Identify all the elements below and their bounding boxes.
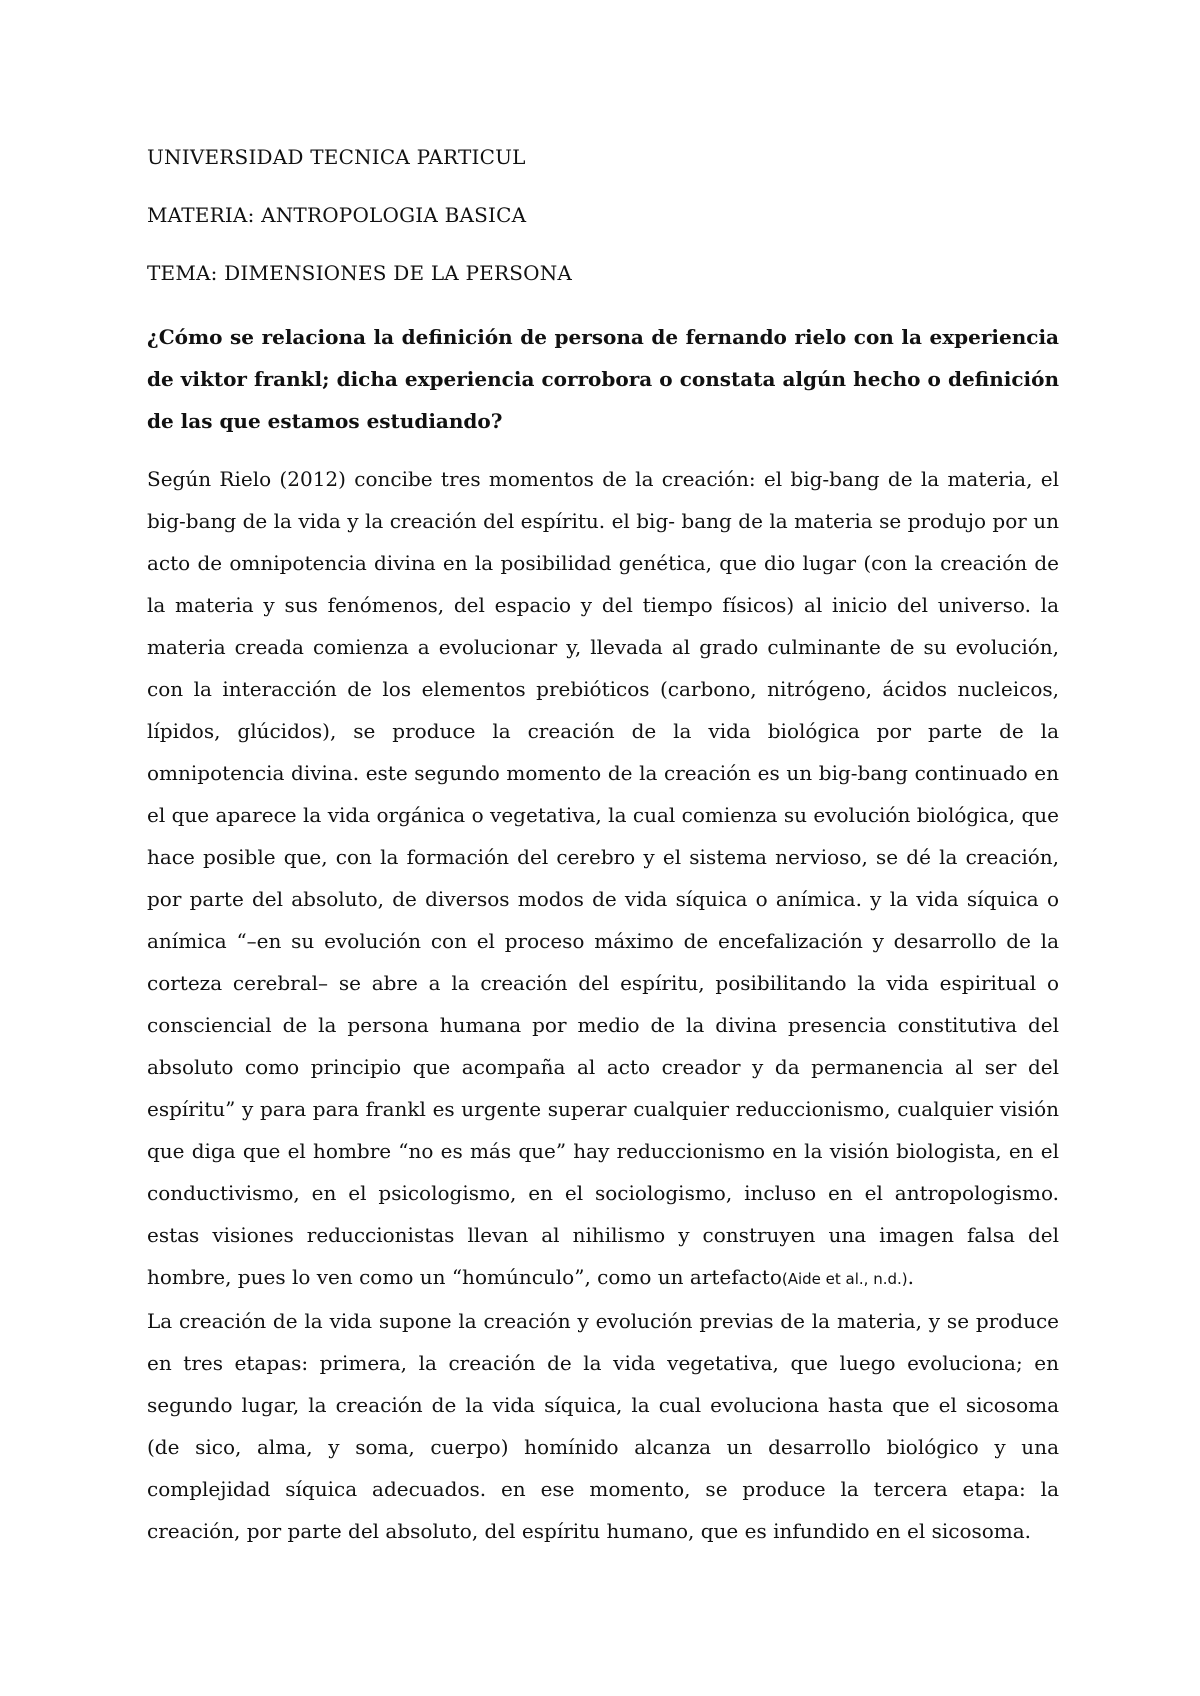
- paragraph-rielo-frankl: [147, 458, 1059, 1300]
- citation: (Aide et al., n.d.): [781, 1270, 908, 1288]
- subject-heading: MATERIA: ANTROPOLOGIA BASICA: [147, 203, 527, 227]
- paragraph-1-text: Según Rielo (2012) concibe tres momentos de la creación: el big-bang de la materia, el big-bang de la vida y la creación del espíritu. el big- bang de la materia se produjo por un acto de omnipotencia divina en la posibilidad genética, que dio lugar (con la creación de la materia y sus fenómenos, del espacio y del tiempo físicos) al inicio del universo. la materia creada comienza a evolucionar y, llevada al grado culminante de su evolución, con la interacción de los elementos prebióticos (carbono, nitrógeno, ácidos nucleicos, lípidos, glúcidos), se produce la creación de la vida biológica por parte de la omnipotencia divina. este segundo momento de la creación es un big-bang continuado en el que aparece la vida orgánica o vegetativa, la cual comienza su evolución biológica, que hace posible que, con la formación del cerebro y el sistema nervioso, se dé la creación, por parte del absoluto, de diversos modos de vida síquica o anímica. y la vida síquica o anímica “–en su evolución con el proceso máximo de encefalización y desarrollo de la corteza cerebral– se abre a la creación del espíritu, posibilitando la vida espiritual o consciencial de la persona humana por medio de la divina presencia constitutiva del absoluto como principio que acompaña al acto creador y da permanencia al ser del espíritu” y para para frankl es urgente superar cualquier reduccionismo, cualquier visión que diga que el hombre “no es más que” hay reduccionismo en la visión biologista, en el conductivismo, en el psicologismo, en el sociologismo, incluso en el antropologismo. estas visiones reduccionistas llevan al nihilismo y construyen una imagen falsa del hombre, pues lo ven como un “homúnculo”, como un artefacto: [147, 467, 1059, 1289]
- paragraph-creation-of-life: La creación de la vida supone la creación y evolución previas de la materia, y se produce en tres etapas: primera, la creación de la vida vegetativa, que luego evoluciona; en segundo lugar, la creación de la vida síquica, la cual evoluciona hasta que el sicosoma (de sico, alma, y soma, cuerpo) homínido alcanza un desarrollo biológico y una complejidad síquica adecuados. en ese momento, se produce la tercera etapa: la creación, por parte del absoluto, del espíritu humano, que es infundido en el sicosoma.: [147, 1309, 1059, 1543]
- topic-heading: TEMA: DIMENSIONES DE LA PERSONA: [147, 261, 573, 285]
- university-heading: UNIVERSIDAD TECNICA PARTICUL: [147, 145, 526, 169]
- research-question: ¿Cómo se relaciona la definición de persona de fernando rielo con la experiencia de viktor frankl; dicha experiencia corrobora o constata algún hecho o definición de las que estamos estudiando?: [147, 325, 1059, 433]
- paragraph-1-end: .: [907, 1265, 914, 1289]
- document-content: [147, 142, 1059, 1552]
